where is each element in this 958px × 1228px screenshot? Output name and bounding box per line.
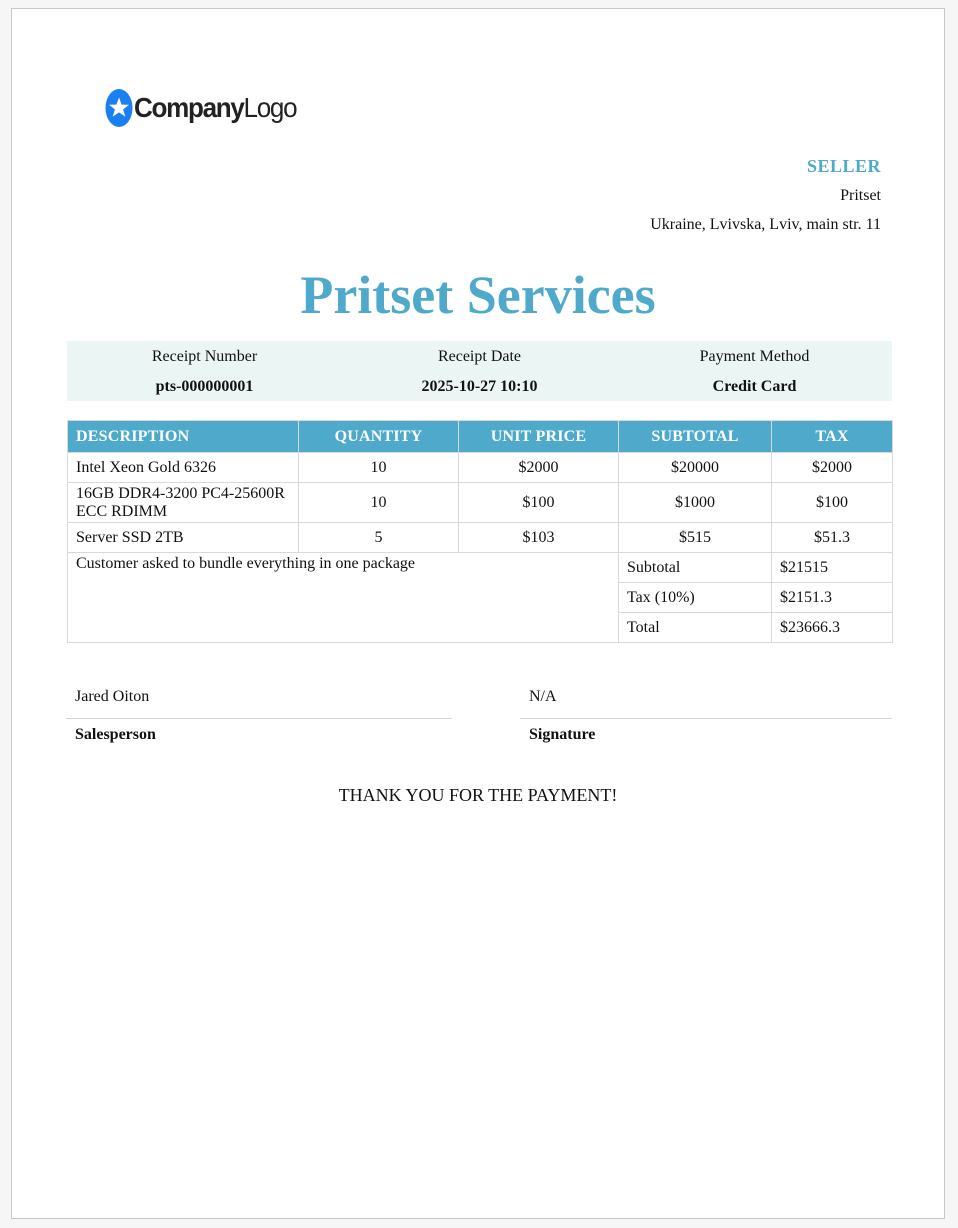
line-items-table xyxy=(67,420,893,643)
totals-row-subtotal xyxy=(68,553,893,583)
item-subtotal: $20000 xyxy=(619,453,772,483)
table-row xyxy=(68,453,893,483)
item-quantity: 10 xyxy=(299,483,459,523)
receipt-date-label: Receipt Date xyxy=(437,348,522,365)
payment-method-value: Credit Card xyxy=(712,378,797,395)
table-header-row xyxy=(68,421,893,453)
item-tax: $100 xyxy=(772,483,893,523)
table-row xyxy=(68,483,893,523)
receipt-number-block xyxy=(67,341,342,401)
item-unit-price: $103 xyxy=(459,523,619,553)
item-subtotal: $515 xyxy=(619,523,772,553)
receipt-meta-band xyxy=(67,341,892,401)
seller-heading: SELLER xyxy=(806,156,881,176)
receipt-date-block xyxy=(342,341,617,401)
payment-method-block xyxy=(617,341,892,401)
salesperson-name: Jared Oiton xyxy=(66,687,452,719)
item-tax: $2000 xyxy=(772,453,893,483)
table-row xyxy=(68,523,893,553)
tax-total-value: $2151.3 xyxy=(772,583,893,613)
subtotal-label: Subtotal xyxy=(619,553,772,583)
item-description: Intel Xeon Gold 6326 xyxy=(68,453,299,483)
item-tax: $51.3 xyxy=(772,523,893,553)
signature-value: N/A xyxy=(520,687,892,719)
signature-label: Signature xyxy=(529,726,596,743)
company-title: Pritset Services xyxy=(300,265,656,325)
tax-total-label: Tax (10%) xyxy=(619,583,772,613)
receipt-number-value: pts-000000001 xyxy=(155,378,254,395)
item-unit-price: $100 xyxy=(459,483,619,523)
subtotal-value: $21515 xyxy=(772,553,893,583)
item-unit-price: $2000 xyxy=(459,453,619,483)
company-logo xyxy=(105,88,308,128)
thank-you-message: THANK YOU FOR THE PAYMENT! xyxy=(338,785,618,805)
seller-block xyxy=(650,155,881,235)
item-description: 16GB DDR4-3200 PC4-25600R ECC RDIMM xyxy=(68,483,299,523)
payment-method-label: Payment Method xyxy=(699,348,810,365)
star-circle-icon xyxy=(105,88,133,128)
receipt-number-label: Receipt Number xyxy=(151,348,258,365)
header-unit-price: UNIT PRICE xyxy=(459,421,619,453)
item-quantity: 5 xyxy=(299,523,459,553)
header-subtotal: SUBTOTAL xyxy=(619,421,772,453)
item-description: Server SSD 2TB xyxy=(68,523,299,553)
signature-block xyxy=(520,687,892,745)
grand-total-value: $23666.3 xyxy=(772,613,893,643)
item-subtotal: $1000 xyxy=(619,483,772,523)
header-description: DESCRIPTION xyxy=(68,421,299,453)
header-tax: TAX xyxy=(772,421,893,453)
receipt-notes: Customer asked to bundle everything in one package xyxy=(68,553,619,643)
salesperson-block xyxy=(66,687,452,745)
salesperson-label: Salesperson xyxy=(75,726,156,743)
receipt-page xyxy=(11,8,945,1219)
seller-address: Ukraine, Lvivska, Lviv, main str. 11 xyxy=(650,216,881,233)
header-quantity: QUANTITY xyxy=(299,421,459,453)
company-logo-text: CompanyLogo xyxy=(134,92,297,123)
item-quantity: 10 xyxy=(299,453,459,483)
grand-total-label: Total xyxy=(619,613,772,643)
seller-name: Pritset xyxy=(840,187,881,204)
receipt-date-value: 2025-10-27 10:10 xyxy=(421,378,538,395)
